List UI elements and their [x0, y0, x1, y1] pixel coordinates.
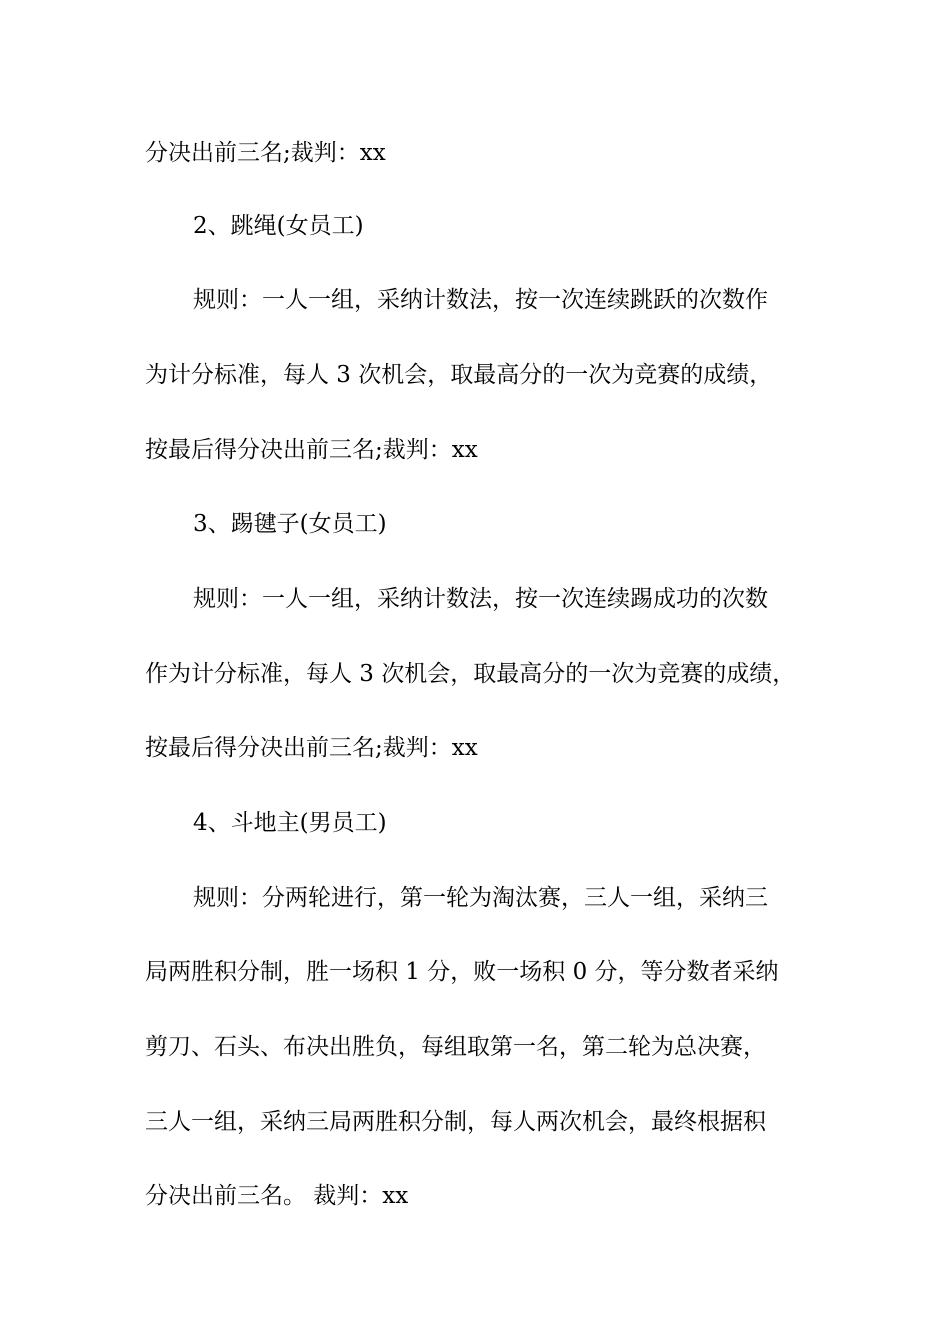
section-heading-shuttlecock: 3、踢毽子(女员工): [193, 511, 387, 537]
rule-line-jump-rope-3: 按最后得分决出前三名;裁判：xx: [145, 437, 478, 463]
text-line-judge-continuation: 分决出前三名;裁判：xx: [145, 140, 386, 166]
rule-line-shuttlecock-3: 按最后得分决出前三名;裁判：xx: [145, 735, 478, 761]
rule-line-jump-rope-1: 规则：一人一组，采纳计数法，按一次连续跳跃的次数作: [193, 287, 768, 313]
rule-line-doudizhu-3: 剪刀、石头、布决出胜负，每组取第一名，第二轮为总决赛，: [145, 1034, 766, 1060]
rule-line-shuttlecock-2: 作为计分标准，每人 3 次机会，取最高分的一次为竞赛的成绩，: [145, 661, 796, 687]
section-heading-jump-rope: 2、跳绳(女员工): [193, 213, 364, 239]
rule-line-jump-rope-2: 为计分标准，每人 3 次机会，取最高分的一次为竞赛的成绩，: [145, 362, 773, 388]
rule-line-doudizhu-5: 分决出前三名。 裁判：xx: [145, 1183, 409, 1209]
rule-line-doudizhu-4: 三人一组，采纳三局两胜积分制，每人两次机会，最终根据积: [145, 1109, 766, 1135]
rule-line-doudizhu-1: 规则：分两轮进行，第一轮为淘汰赛，三人一组，采纳三: [193, 885, 768, 911]
rule-line-doudizhu-2: 局两胜积分制，胜一场积 1 分，败一场积 0 分，等分数者采纳: [145, 959, 779, 985]
section-heading-doudizhu: 4、斗地主(男员工): [193, 810, 387, 836]
rule-line-shuttlecock-1: 规则：一人一组，采纳计数法，按一次连续踢成功的次数: [193, 586, 768, 612]
